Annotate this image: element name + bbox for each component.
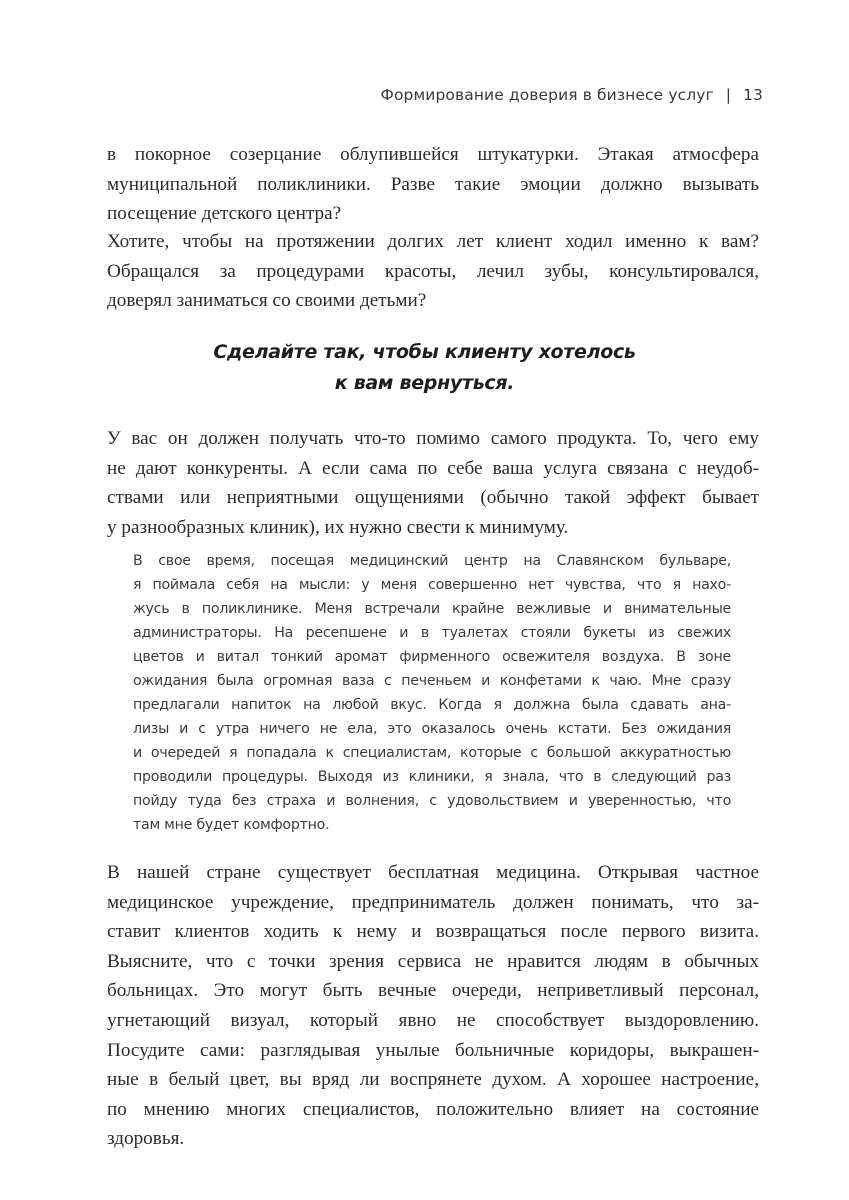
paragraph-1 xyxy=(107,140,759,229)
quote-line: там мне будет комфортно. xyxy=(133,817,330,833)
chapter-title: Формирование доверия в бизнесе услуг xyxy=(380,86,714,104)
text-line: доверял заниматься со своими детьми? xyxy=(107,290,427,312)
page-number: 13 xyxy=(743,86,763,104)
quote-line: цветов и витал тонкий аромат фирменного освежителя воздуха. В зоне xyxy=(133,649,731,665)
quote-line: предлагали напиток на любой вкус. Когда я должна была сдавать ана- xyxy=(133,697,731,713)
text-line: медицинское учреждение, предприниматель должен понимать, что за- xyxy=(107,891,759,913)
text-line: Хотите, чтобы на протяжении долгих лет клиент ходил именно к вам? xyxy=(107,231,759,252)
text-line: здоровья. xyxy=(107,1128,185,1150)
header-separator: | xyxy=(725,86,732,104)
running-header xyxy=(381,86,763,104)
callout-line: к вам вернуться. xyxy=(334,372,515,394)
quote-line: жусь в поликлинике. Меня встречали крайне вежливые и внимательные xyxy=(133,601,731,617)
text-line: Обращался за процедурами красоты, лечил зубы, консультировался, xyxy=(107,260,759,282)
paragraph-4 xyxy=(107,858,759,1154)
text-line: муниципальной поликлиники. Разве такие эмоции должно вызывать xyxy=(107,173,759,195)
text-line: Посудите сами: разглядывая унылые больничные коридоры, выкрашен- xyxy=(107,1039,759,1061)
text-line: ные в белый цвет, вы вряд ли воспрянете духом. А хорошее настроение, xyxy=(107,1069,759,1091)
text-line: в покорное созерцание облупившейся штукатурки. Этакая атмосфера xyxy=(107,144,759,165)
personal-story-quote xyxy=(133,549,731,837)
text-line: У вас он должен получать что-то помимо самого продукта. То, чего ему xyxy=(107,428,759,449)
callout-quote xyxy=(0,337,849,399)
quote-line: пойду туда без страха и волнения, с удовольствием и уверенностью, что xyxy=(133,793,731,809)
text-line: Выясните, что с точки зрения сервиса не нравится людям в обычных xyxy=(107,950,759,972)
text-line: по мнению многих специалистов, положительно влияет на состояние xyxy=(107,1098,759,1120)
quote-line: администраторы. На ресепшене и в туалетах стояли букеты из свежих xyxy=(133,625,731,641)
text-line: угнетающий визуал, который явно не способствует выздоровлению. xyxy=(107,1009,759,1031)
quote-line: и очередей я попадала к специалистам, которые с большой аккуратностью xyxy=(133,745,731,761)
text-line: посещение детского центра? xyxy=(107,203,342,225)
text-line: ставит клиентов ходить к нему и возвращаться после первого визита. xyxy=(107,921,759,943)
text-line: В нашей стране существует бесплатная медицина. Открывая частное xyxy=(107,862,759,883)
paragraph-2 xyxy=(107,227,759,316)
quote-line: я поймала себя на мысли: у меня совершенно нет чувства, что я нахо- xyxy=(133,577,731,593)
quote-line: лизы и с утра ничего не ела, это оказалось очень кстати. Без ожидания xyxy=(133,721,731,737)
quote-line: В свое время, посещая медицинский центр на Славянском бульваре, xyxy=(133,553,731,569)
text-line: не дают конкуренты. А если сама по себе ваша услуга связана с неудоб- xyxy=(107,457,759,479)
text-line: у разнообразных клиник), их нужно свести к минимуму. xyxy=(107,516,569,538)
text-line: больницах. Это могут быть вечные очереди, неприветливый персонал, xyxy=(107,980,759,1002)
paragraph-3 xyxy=(107,424,759,542)
text-line: ствами или неприятными ощущениями (обычно такой эффект бывает xyxy=(107,487,759,509)
quote-line: ожидания была огромная ваза с печеньем и конфетами к чаю. Мне сразу xyxy=(133,673,731,689)
callout-line: Сделайте так, чтобы клиенту хотелось xyxy=(213,341,636,363)
quote-line: проводили процедуры. Выходя из клиники, я знала, что в следующий раз xyxy=(133,769,731,785)
